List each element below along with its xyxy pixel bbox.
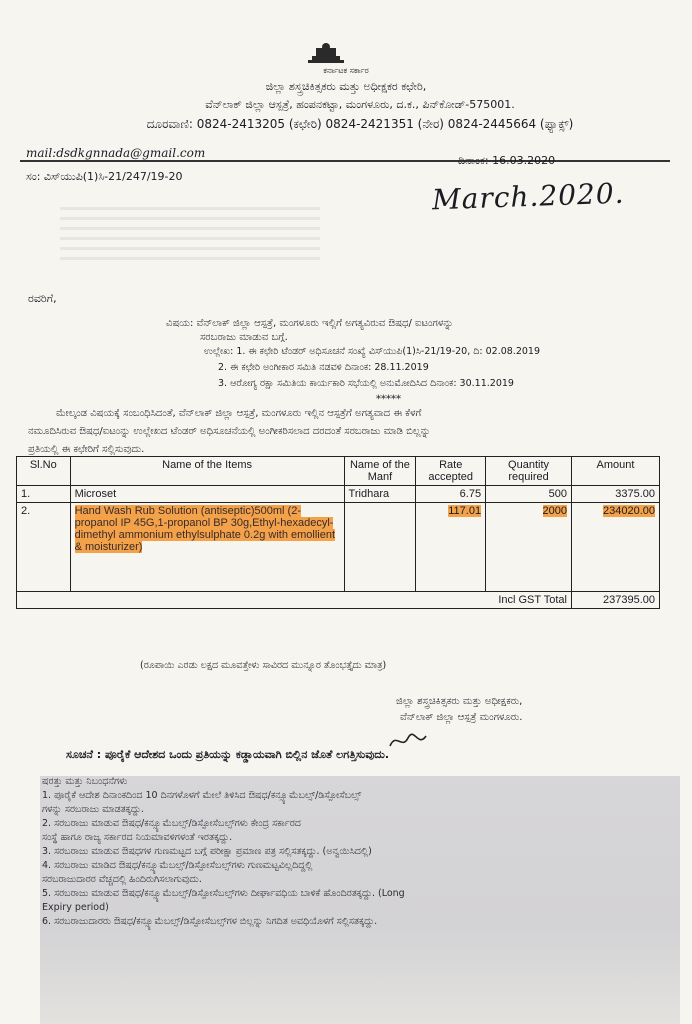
col-header-qty: Quantity required xyxy=(486,457,572,486)
government-emblem-icon xyxy=(302,42,350,64)
row2-amount: 234020.00 xyxy=(603,505,655,517)
table-header-row xyxy=(17,457,660,486)
row1-item: Microset xyxy=(70,486,344,503)
col-header-rate: Rate accepted xyxy=(416,457,486,486)
reference-number: ಸಂ: ವಿಸ್‌ಯುಪಿ(1)ಸಿ-21/247/19-20 xyxy=(26,170,183,183)
condition-line: 1. ಪೂರೈಕೆ ಆದೇಶ ದಿನಾಂಕದಿಂದ 10 ದಿನಗಳೊಳಗೆ ಮೇಲೆ ತಿಳಿಸಿದ ಔಷಧ/ಕನ್ಸ್ಯೂಮೆಬಲ್ಸ್/ಡಿಸ್ಪೋಸೆಬಲ್ಸ್ xyxy=(42,790,362,801)
body-line-3: ಪ್ರತಿಯಲ್ಲಿ ಈ ಕಛೇರಿಗೆ ಸಲ್ಲಿಸುವುದು. xyxy=(28,444,145,455)
row2-rate: 117.01 xyxy=(448,505,482,517)
items-table xyxy=(16,456,660,609)
office-address: ವೆನ್‌ಲಾಕ್ ಜಿಲ್ಲಾ ಆಸ್ಪತ್ರೆ, ಹಂಪನಕಟ್ಟಾ, ಮಂಗಳೂರು, ದ.ಕ., ಪಿನ್‌ಕೋಡ್-575001. xyxy=(205,98,515,111)
govt-label: ಕರ್ನಾಟಕ ಸರ್ಕಾರ xyxy=(323,66,369,75)
row1-slno: 1. xyxy=(17,486,71,503)
signatory-office: ವೆನ್‌ಲಾಕ್ ಜಿಲ್ಲಾ ಆಸ್ಪತ್ರೆ ಮಂಗಳೂರು. xyxy=(400,712,523,723)
condition-line: 3. ಸರಬರಾಜು ಮಾಡುವ ಔಷಧಗಳ ಗುಣಮಟ್ಟದ ಬಗ್ಗೆ ಪರೀಕ್ಷಾ ಪ್ರಮಾಣ ಪತ್ರ ಸಲ್ಲಿಸತಕ್ಕದ್ದು. (ಅನ್ವಯಿಸಿದಲ್ಲಿ) xyxy=(42,846,372,857)
subject-line-1: ವಿಷಯ: ವೆನ್‌ಲಾಕ್ ಜಿಲ್ಲಾ ಆಸ್ಪತ್ರೆ, ಮಂಗಳೂರು ಇಲ್ಲಿಗೆ ಅಗತ್ಯವಿರುವ ಔಷಧ/ ಐಟಂಗಳನ್ನು xyxy=(166,318,454,329)
body-line-2: ನಮೂದಿಸಿರುವ ಔಷಧ/ಐಟಂನ್ನು ಉಲ್ಲೇಖದ ಟೆಂಡರ್ ಅಧಿಸೂಚನೆಯಲ್ಲಿ ಅಂಗೀಕರಿಸಲಾದ ದರದಂತೆ ಸರಬರಾಜು ಮಾಡಿ ಬಿಲ್ಲನ್ನು xyxy=(28,426,431,437)
total-label: Incl GST Total xyxy=(17,592,572,609)
row2-qty: 2000 xyxy=(542,505,567,517)
amount-in-words: (ರೂಪಾಯಿ ಎರಡು ಲಕ್ಷದ ಮೂವತ್ತೇಳು ಸಾವಿರದ ಮುನ್ನೂರ ತೊಂಭತ್ತೈದು ಮಾತ್ರ) xyxy=(140,660,387,671)
row1-qty: 500 xyxy=(486,486,572,503)
condition-line: ಗಳನ್ನು ಸರಬರಾಜು ಮಾಡತಕ್ಕದ್ದು. xyxy=(42,804,144,815)
reference-1: ಉಲ್ಲೇಖ: 1. ಈ ಕಛೇರಿ ಟೆಂಡರ್ ಅಧಿಸೂಚನೆ ಸಂಖ್ಯೆ ವಿಸ್‌ಯುಪಿ(1)ಸಿ-21/19-20, ದಿ: 02.08.2019 xyxy=(204,346,541,357)
conditions-heading: ಷರತ್ತು ಮತ್ತು ನಿಬಂಧನೆಗಳು xyxy=(42,776,128,787)
table-total-row xyxy=(17,592,660,609)
condition-line: 6. ಸರಬರಾಜುದಾರರು ಔಷಧ/ಕನ್ಸ್ಯೂಮೆಬಲ್ಸ್/ಡಿಸ್ಪೋಸೆಬಲ್ಸ್‌ಗಳ ಬಿಲ್ಲನ್ನು ನಿಗದಿತ ಅವಧಿಯೊಳಗೆ ಸಲ್ಲಿಸತಕ್ಕದ್ದು. xyxy=(42,916,378,927)
letter-date: ದಿನಾಂಕ: 16.03.2020 xyxy=(458,154,556,167)
salutation: ರವರಿಗೆ, xyxy=(28,292,57,305)
redacted-address-area xyxy=(60,200,320,260)
condition-line: Expiry period) xyxy=(42,902,109,913)
signatory-title: ಜಿಲ್ಲಾ ಶಸ್ತ್ರಚಿಕಿತ್ಸಕರು ಮತ್ತು ಅಧೀಕ್ಷಕರು, xyxy=(396,696,523,707)
signature-mark xyxy=(388,730,428,752)
condition-line: 2. ಸರಬರಾಜು ಮಾಡುವ ಔಷಧ/ಕನ್ಸ್ಯೂಮೆಬಲ್ಸ್/ಡಿಸ್ಪೋಸೆಬಲ್ಸ್‌ಗಳು ಕೇಂದ್ರ ಸರ್ಕಾರದ xyxy=(42,818,301,829)
subject-line-2: ಸರಬರಾಜು ಮಾಡುವ ಬಗ್ಗೆ. xyxy=(200,332,288,343)
office-name: ಜಿಲ್ಲಾ ಶಸ್ತ್ರಚಿಕಿತ್ಸಕರು ಮತ್ತು ಅಧೀಕ್ಷಕರ ಕಛೇರಿ, xyxy=(265,80,427,93)
table-row xyxy=(17,486,660,503)
row2-manf xyxy=(344,503,416,592)
condition-line: ಸರಬರಾಜುದಾರರ ವೆಚ್ಚದಲ್ಲಿ ಹಿಂದಿರುಗಿಸಲಾಗುವುದು. xyxy=(42,874,202,885)
header-divider xyxy=(20,160,670,162)
separator-stars: ***** xyxy=(376,394,401,405)
row1-amount: 3375.00 xyxy=(572,486,660,503)
body-line-1: ಮೇಲ್ಕಂಡ ವಿಷಯಕ್ಕೆ ಸಂಬಂಧಿಸಿದಂತೆ, ವೆನ್‌ಲಾಕ್ ಜಿಲ್ಲಾ ಆಸ್ಪತ್ರೆ, ಮಂಗಳೂರು ಇಲ್ಲಿನ ಆಸ್ಪತ್ರೆಗೆ ಅಗತ್ಯವಾದ ಈ ಕೆಳಗೆ xyxy=(56,408,422,419)
total-amount: 237395.00 xyxy=(572,592,660,609)
condition-line: 5. ಸರಬರಾಜು ಮಾಡುವ ಔಷಧ/ಕನ್ಸ್ಯೂಮೆಬಲ್ಸ್/ಡಿಸ್ಪೋಸೆಬಲ್ಸ್‌ಗಳು ದೀರ್ಘಾವಧಿಯ ಬಾಳಿಕೆ ಹೊಂದಿರತಕ್ಕದ್ದು. (Long xyxy=(42,888,405,899)
email-address: mail:dsdkgnnada@gmail.com xyxy=(26,146,206,160)
reference-3: 3. ಆರೋಗ್ಯ ರಕ್ಷಾ ಸಮಿತಿಯ ಕಾರ್ಯಕಾರಿ ಸಭೆಯಲ್ಲಿ ಅನುಮೋದಿಸಿದ ದಿನಾಂಕ: 30.11.2019 xyxy=(218,378,514,389)
table-row xyxy=(17,503,660,592)
office-phones: ದೂರವಾಣಿ: 0824-2413205 (ಕಛೇರಿ) 0824-2421351 (ನೇರ) 0824-2445664 (ಫ್ಯಾಕ್ಸ್) xyxy=(146,117,574,131)
condition-line: 4. ಸರಬರಾಜು ಮಾಡಿದ ಔಷಧ/ಕನ್ಸ್ಯೂಮೆಬಲ್ಸ್/ಡಿಸ್ಪೋಸೆಬಲ್ಸ್‌ಗಳು ಗುಣಮಟ್ಟವಿಲ್ಲದಿದ್ದಲ್ಲಿ xyxy=(42,860,313,871)
condition-line: ಸಂಸ್ಥೆ ಹಾಗೂ ರಾಜ್ಯ ಸರ್ಕಾರದ ನಿಯಮಾವಳಿಗಳಂತೆ ಇರತಕ್ಕದ್ದು. xyxy=(42,832,233,843)
notice-text: ಸೂಚನೆ : ಪೂರೈಕೆ ಆದೇಶದ ಒಂದು ಪ್ರತಿಯನ್ನು ಕಡ್ಡಾಯವಾಗಿ ಬಿಲ್ಲಿನ ಜೊತೆ ಲಗತ್ತಿಸುವುದು. xyxy=(66,748,390,761)
col-header-slno: Sl.No xyxy=(17,457,71,486)
row2-slno: 2. xyxy=(17,503,71,592)
col-header-manf: Name of the Manf xyxy=(344,457,416,486)
handwritten-note: March.2020. xyxy=(431,176,626,217)
col-header-item: Name of the Items xyxy=(70,457,344,486)
row2-item: Hand Wash Rub Solution (antiseptic)500ml (2-propanol IP 45G,1-propanol BP 30g,Ethyl-hexadecyl-dimethyl ammonium ethylsulphate 0.2g with emollient & moisturizer) xyxy=(74,505,336,553)
row1-rate: 6.75 xyxy=(416,486,486,503)
reference-2: 2. ಈ ಕಛೇರಿ ಅಂಗೀಕಾರ ಸಮಿತಿ ನಡವಳಿ ದಿನಾಂಕ: 28.11.2019 xyxy=(218,362,429,373)
row1-manf: Tridhara xyxy=(344,486,416,503)
col-header-amount: Amount xyxy=(572,457,660,486)
